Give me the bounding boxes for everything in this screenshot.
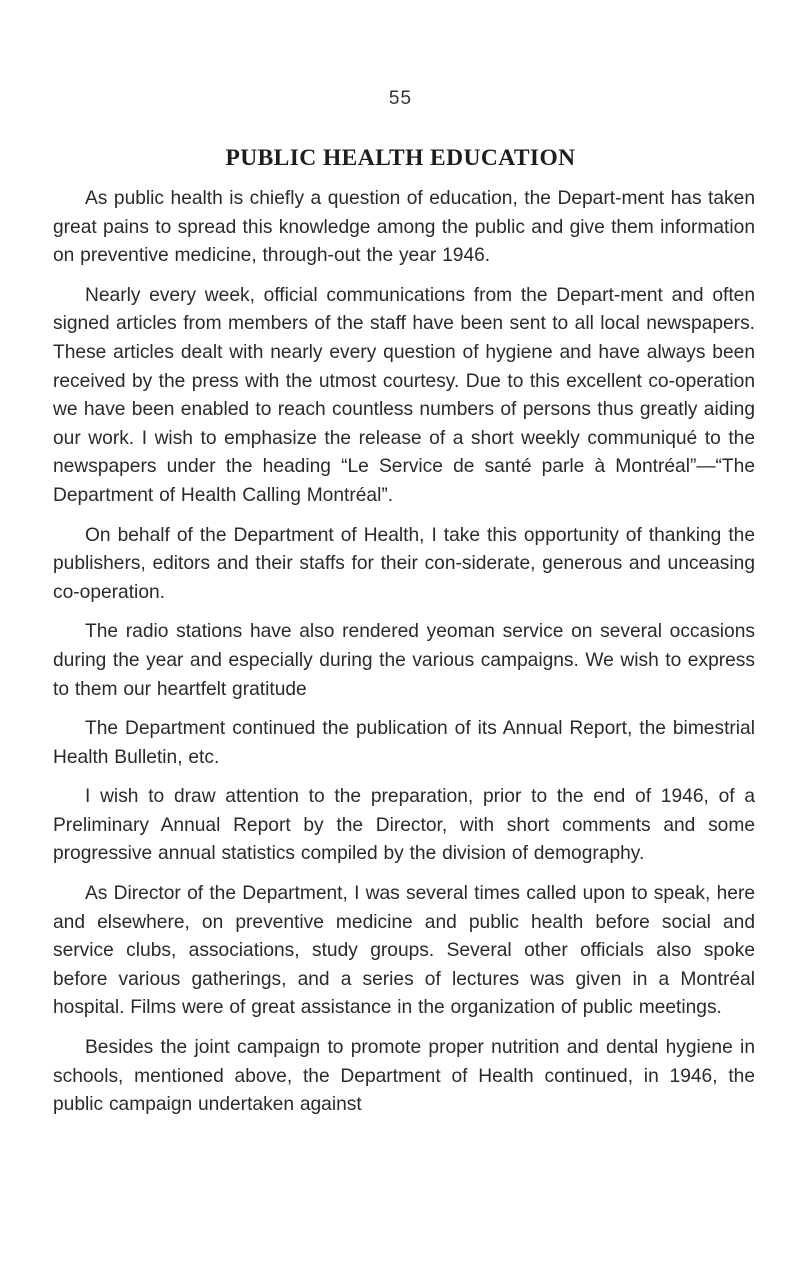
page-title: PUBLIC HEALTH EDUCATION bbox=[225, 145, 576, 171]
paragraph-newspapers: Nearly every week, official communications from the Depart-ment and often signed articles from members of the staff have been sent to all local newspapers. These articles dealt with nearly every question of hygiene and have always been received by the press with the utmost courtesy. Due to this excellent co-operation we have been enabled to reach countless numbers of persons thus greatly aiding our work. I wish to emphasize the release of a short weekly communiqué to the newspapers under the heading “Le Service de santé parle à Montréal”—“The Department of Health Calling Montréal”. bbox=[53, 284, 755, 506]
body-text bbox=[53, 185, 755, 1131]
paragraph-publications: The Department continued the publication of its Annual Report, the bimestrial Health Bulletin, etc. bbox=[53, 718, 755, 768]
paragraph-radio: The radio stations have also rendered yeoman service on several occasions during the year and especially during the various campaigns. We wish to express to them our heartfelt gratitude bbox=[53, 621, 755, 700]
paragraph-thanks-publishers: On behalf of the Department of Health, I take this opportunity of thanking the publishers, editors and their staffs for their con-siderate, generous and unceasing co-operation. bbox=[53, 524, 755, 603]
paragraph-campaigns: Besides the joint campaign to promote proper nutrition and dental hygiene in schools, mentioned above, the Department of Health continued, in 1946, the public campaign undertaken against bbox=[53, 1037, 755, 1116]
paragraph-intro: As public health is chiefly a question of education, the Depart-ment has taken great pains to spread this knowledge among the public and give them information on preventive medicine, through-out the year 1946. bbox=[53, 188, 755, 267]
paragraph-preliminary-report: I wish to draw attention to the preparation, prior to the end of 1946, of a Preliminary Annual Report by the Director, with short comments and some progressive annual statistics compiled by the division of demography. bbox=[53, 786, 755, 865]
page-number: 55 bbox=[388, 88, 413, 109]
paragraph-lectures: As Director of the Department, I was several times called upon to speak, here and elsewhere, on preventive medicine and public health before social and service clubs, associations, study groups. Several other officials also spoke before various gatherings, and a series of lectures was given in a Montréal hospital. Films were of great assistance in the organization of public meetings. bbox=[53, 883, 755, 1019]
